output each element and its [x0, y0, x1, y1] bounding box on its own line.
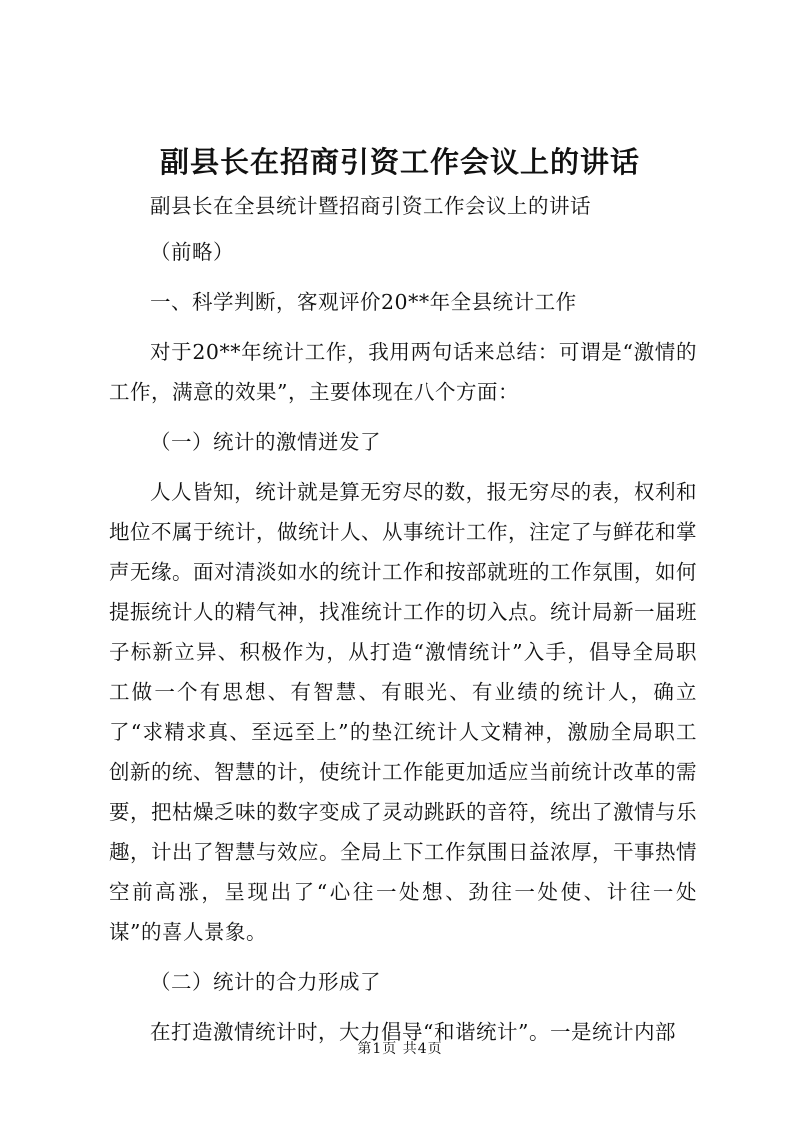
- subsection-heading-1: （一）统计的激情迸发了: [150, 430, 381, 454]
- document-body: [109, 186, 697, 1052]
- body-paragraph: 在打造激情统计时，大力倡导“和谐统计”。一是统计内部: [150, 1020, 676, 1044]
- body-paragraph: 人人皆知，统计就是算无穷尽的数，报无穷尽的表，权利和地位不属于统计，做统计人、从事统计工作，注定了与鲜花和掌声无缘。面对清淡如水的统计工作和按部就班的工作氛围，如何提振统计人的精气神，找准统计工作的切入点。统计局新一届班子标新立异、积极作为，从打造“激情统计”入手，倡导全局职工做一个有思想、有智慧、有眼光、有业绩的统计人，确立了“求精求真、至远至上”的垫江统计人文精神，激励全局职工创新的统、智慧的计，使统计工作能更加适应当前统计改革的需要，把枯燥乏味的数字变成了灵动跳跃的音符，统出了激情与乐趣，计出了智慧与效应。全局上下工作氛围日益浓厚，干事热情空前高涨，呈现出了“心往一处想、劲往一处使、计往一处谋”的喜人景象。: [109, 480, 697, 944]
- page-footer: 第1页 共4页: [357, 1041, 443, 1057]
- subsection-heading-2: （二）统计的合力形成了: [150, 970, 381, 994]
- body-paragraph: 对于20**年统计工作，我用两句话来总结：可谓是“激情的工作，满意的效果”，主要体现在八个方面：: [109, 340, 697, 404]
- subtitle-paragraph: 副县长在全县统计暨招商引资工作会议上的讲话: [150, 194, 591, 218]
- document-title: 副县长在招商引资工作会议上的讲话: [159, 145, 640, 179]
- omitted-note-paragraph: （前略）: [150, 240, 234, 264]
- section-heading-1: 一、科学判断，客观评价20**年全县统计工作: [150, 290, 577, 314]
